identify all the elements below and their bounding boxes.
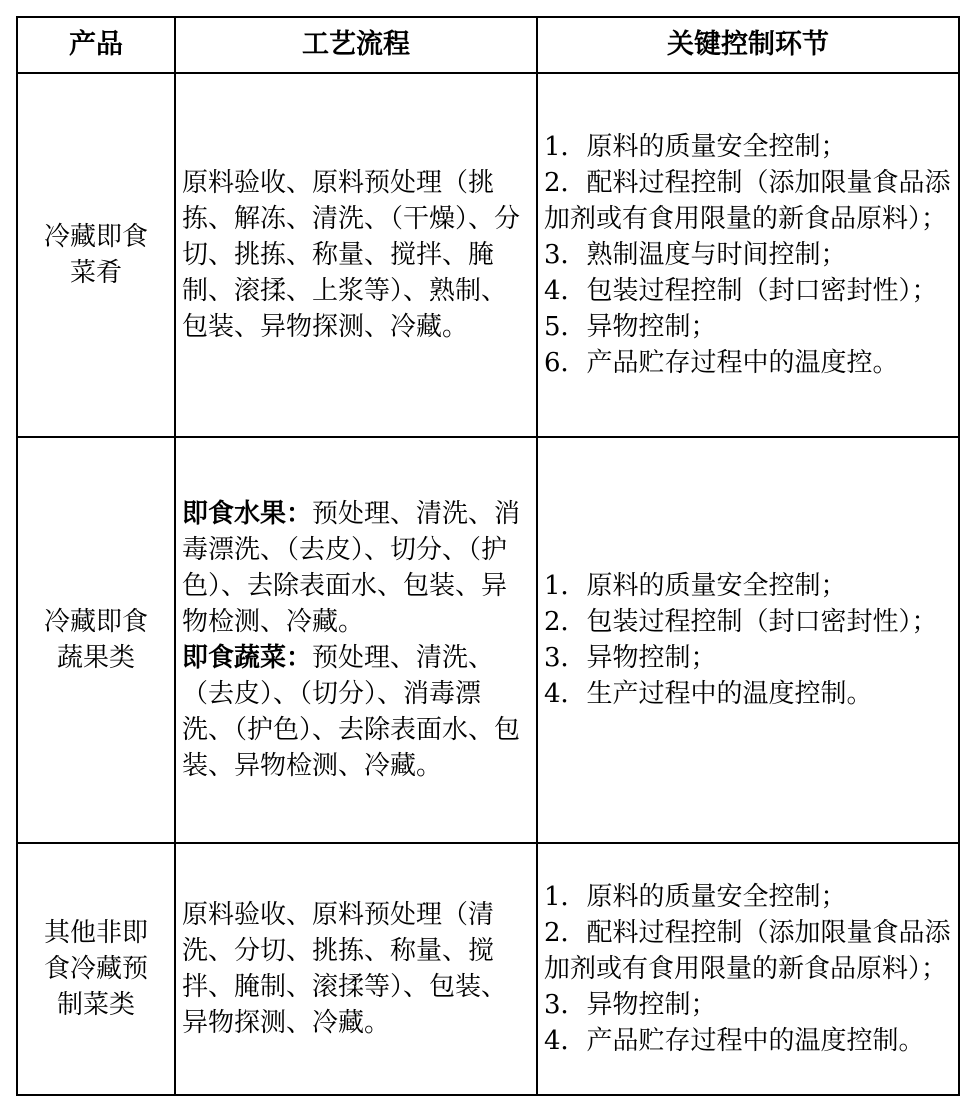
key-item: 3．异物控制； <box>544 990 717 1020</box>
key-item: 4．生产过程中的温度控制。 <box>544 679 873 709</box>
header-key-control: 关键控制环节 <box>537 17 959 73</box>
header-process: 工艺流程 <box>175 17 537 73</box>
product-name: 其他非即食冷藏预制菜类 <box>43 918 148 1020</box>
fruit-label: 即食水果： <box>182 499 313 529</box>
table-row <box>17 73 959 437</box>
key-item: 2．配料过程控制（添加限量食品添加剂或有食用限量的新食品原料）； <box>544 918 951 984</box>
key-control-cell <box>537 73 959 437</box>
key-item: 2．包装过程控制（封口密封性）； <box>544 607 938 637</box>
process-cell: 原料验收、原料预处理（清洗、分切、挑拣、称量、搅拌、腌制、滚揉等）、包装、异物探测、冷藏。 <box>175 843 537 1095</box>
product-cell <box>17 843 175 1095</box>
key-item: 3．异物控制； <box>544 643 717 673</box>
product-cell <box>17 437 175 843</box>
product-name: 冷藏即食蔬果类 <box>43 607 148 673</box>
table-row <box>17 437 959 843</box>
key-item: 4．包装过程控制（封口密封性）； <box>544 276 938 306</box>
process-control-table <box>16 16 960 1096</box>
header-row <box>17 17 959 73</box>
fruit-process: 预处理、清洗、消毒漂洗、（去皮）、切分、（护色）、去除表面水、包装、异物检测、冷藏。 <box>182 499 521 637</box>
key-item: 4．产品贮存过程中的温度控制。 <box>544 1026 925 1056</box>
process-cell: 原料验收、原料预处理（挑拣、解冻、清洗、（干燥）、分切、挑拣、称量、搅拌、腌制、滚揉、上浆等）、熟制、包装、异物探测、冷藏。 <box>175 73 537 437</box>
key-item: 3．熟制温度与时间控制； <box>544 240 847 270</box>
key-control-cell <box>537 843 959 1095</box>
product-name: 冷藏即食菜肴 <box>43 222 148 288</box>
product-cell <box>17 73 175 437</box>
key-item: 5．异物控制； <box>544 312 717 342</box>
table-row <box>17 843 959 1095</box>
vegetable-label: 即食蔬菜： <box>182 643 313 673</box>
header-product: 产品 <box>17 17 175 73</box>
process-cell <box>175 437 537 843</box>
vegetable-process: 预处理、清洗、（去皮）、（切分）、消毒漂洗、（护色）、去除表面水、包装、异物检测、冷藏。 <box>182 643 521 781</box>
key-item: 1．原料的质量安全控制； <box>544 882 847 912</box>
key-item: 1．原料的质量安全控制； <box>544 132 847 162</box>
key-item: 6．产品贮存过程中的温度控。 <box>544 348 899 378</box>
key-item: 1．原料的质量安全控制； <box>544 571 847 601</box>
key-item: 2．配料过程控制（添加限量食品添加剂或有食用限量的新食品原料）； <box>544 168 951 234</box>
key-control-cell <box>537 437 959 843</box>
